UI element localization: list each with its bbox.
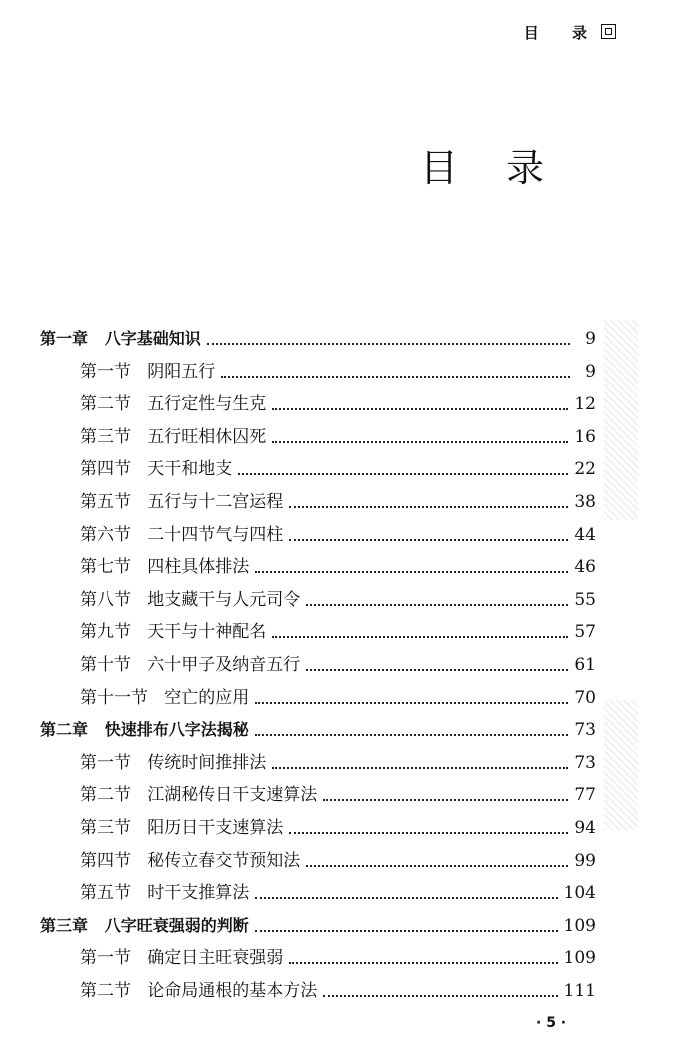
toc-entry-title: 八字基础知识 [104, 329, 201, 348]
scan-speckle [604, 320, 638, 520]
toc-entry-label: 第三章 [40, 915, 89, 935]
toc-entry-label: 第五节 [80, 492, 131, 512]
toc-entry-title: 天干和地支 [147, 459, 233, 480]
dot-leader [221, 376, 570, 378]
toc-entry-label: 第八节 [80, 589, 131, 610]
toc-entry-label: 第十一节 [80, 687, 148, 708]
toc-entry-label: 第六节 [80, 524, 131, 545]
toc-entry-page: 55 [574, 589, 596, 610]
dot-leader [272, 441, 568, 443]
running-header [524, 22, 616, 43]
toc-entry-label: 第二节 [80, 981, 131, 1001]
page-number: · 5 · [536, 1015, 567, 1031]
page-title: 目录 [419, 146, 592, 191]
running-header-title: 目 录 [523, 24, 601, 42]
toc-entry-label: 第三节 [80, 426, 131, 447]
toc-entry-title: 阳历日干支速算法 [147, 818, 284, 838]
toc-entry-title: 六十甲子及纳音五行 [147, 655, 301, 675]
dot-leader [323, 995, 557, 997]
toc-section-entry[interactable] [80, 514, 596, 546]
dot-leader [272, 767, 568, 769]
toc-entry-page: 111 [563, 981, 596, 1001]
toc-entry-title: 空亡的应用 [164, 687, 250, 708]
toc-entry-title: 八字旺衰强弱的判断 [104, 915, 249, 935]
toc-entry-label: 第二章 [40, 720, 89, 740]
toc-entry-title: 五行与十二宫运程 [147, 492, 284, 512]
toc-section-entry[interactable] [80, 579, 596, 611]
toc-section-entry[interactable] [80, 677, 596, 709]
toc-entry-title: 论命局通根的基本方法 [147, 981, 318, 1001]
toc-entry-label: 第二节 [80, 394, 131, 415]
toc-section-entry[interactable] [80, 872, 596, 904]
toc-section-entry[interactable] [80, 742, 596, 774]
toc-entry-page: 22 [574, 459, 596, 480]
toc-section-entry[interactable] [80, 644, 596, 676]
toc-entry-label: 第四节 [80, 850, 131, 871]
toc-section-entry[interactable] [80, 546, 596, 578]
toc-entry-page: 9 [585, 329, 596, 349]
toc-entry-title: 五行旺相休囚死 [147, 426, 267, 447]
toc-entry-label: 第一节 [80, 361, 131, 382]
toc-entry-page: 77 [574, 785, 596, 806]
toc-chapter-entry[interactable] [40, 905, 596, 937]
toc-entry-title: 四柱具体排法 [147, 557, 250, 578]
toc-entry-page: 57 [574, 622, 596, 643]
toc-entry-title: 阴阳五行 [147, 361, 216, 382]
toc-entry-page: 44 [574, 524, 596, 545]
toc-entry-page: 9 [585, 361, 596, 382]
toc-section-entry[interactable] [80, 448, 596, 480]
toc-entry-label: 第四节 [80, 459, 131, 480]
toc-section-entry[interactable] [80, 481, 596, 513]
toc-section-entry[interactable] [80, 611, 596, 643]
toc-entry-page: 70 [574, 687, 596, 708]
dot-leader [306, 669, 568, 671]
toc-entry-title: 时干支推算法 [147, 883, 250, 904]
toc-section-entry[interactable] [80, 416, 596, 448]
toc-section-entry[interactable] [80, 774, 596, 806]
toc-entry-page: 109 [563, 915, 596, 936]
toc-entry-label: 第九节 [80, 622, 131, 643]
toc-entry-page: 73 [574, 752, 596, 773]
toc-entry-page: 104 [563, 883, 596, 904]
dot-leader [323, 799, 568, 801]
toc-entry-title: 五行定性与生克 [147, 394, 267, 415]
toc-chapter-entry[interactable] [40, 709, 596, 741]
toc-entry-label: 第三节 [80, 818, 131, 838]
toc-entry-title: 传统时间推排法 [147, 752, 267, 773]
toc-section-entry[interactable] [80, 937, 596, 969]
toc-entry-label: 第一节 [80, 948, 131, 969]
toc-entry-label: 第一节 [80, 752, 131, 773]
toc-entry-label: 第五节 [80, 883, 131, 904]
toc-entry-title: 江湖秘传日干支速算法 [147, 785, 318, 806]
toc-section-entry[interactable] [80, 840, 596, 872]
toc-section-entry[interactable] [80, 383, 596, 415]
scan-speckle [604, 700, 638, 830]
toc-chapter-entry[interactable] [40, 318, 596, 350]
toc-section-entry[interactable] [80, 970, 596, 1002]
toc-entry-title: 快速排布八字法揭秘 [104, 720, 249, 740]
toc-entry-label: 第一章 [40, 329, 89, 348]
dot-leader [306, 604, 568, 606]
dot-leader [289, 506, 568, 508]
toc-entry-page: 61 [574, 655, 596, 675]
toc-entry-title: 二十四节气与四柱 [147, 524, 284, 545]
dot-leader [272, 636, 568, 638]
dot-leader [289, 832, 568, 834]
toc-entry-page: 38 [574, 492, 596, 512]
toc-entry-title: 天干与十神配名 [147, 622, 267, 643]
dot-leader [255, 897, 557, 899]
toc-section-entry[interactable] [80, 807, 596, 839]
dot-leader [289, 962, 557, 964]
dot-leader [238, 473, 568, 475]
dot-leader [255, 702, 568, 704]
toc-entry-title: 地支藏干与人元司令 [147, 589, 301, 610]
toc-entry-title: 确定日主旺衰强弱 [147, 948, 284, 969]
dot-leader [272, 408, 568, 410]
dot-leader [255, 734, 569, 736]
dot-leader [289, 539, 568, 541]
dot-leader [207, 343, 570, 345]
toc-entry-label: 第七节 [80, 557, 131, 578]
toc-entry-page: 99 [574, 850, 596, 871]
toc-entry-label: 第二节 [80, 785, 131, 806]
toc-entry-page: 109 [563, 948, 596, 969]
dot-leader [255, 930, 558, 932]
dot-leader [255, 571, 568, 573]
square-mark-icon [601, 24, 616, 39]
toc-entry-page: 94 [574, 818, 596, 838]
toc-entry-title: 秘传立春交节预知法 [147, 850, 301, 871]
toc-entry-page: 16 [574, 426, 596, 447]
toc-entry-page: 12 [574, 394, 596, 415]
toc-entry-label: 第十节 [80, 655, 131, 675]
toc-entry-page: 73 [574, 720, 596, 741]
toc-entry-page: 46 [574, 557, 596, 578]
toc-section-entry[interactable] [80, 351, 596, 383]
dot-leader [306, 865, 568, 867]
